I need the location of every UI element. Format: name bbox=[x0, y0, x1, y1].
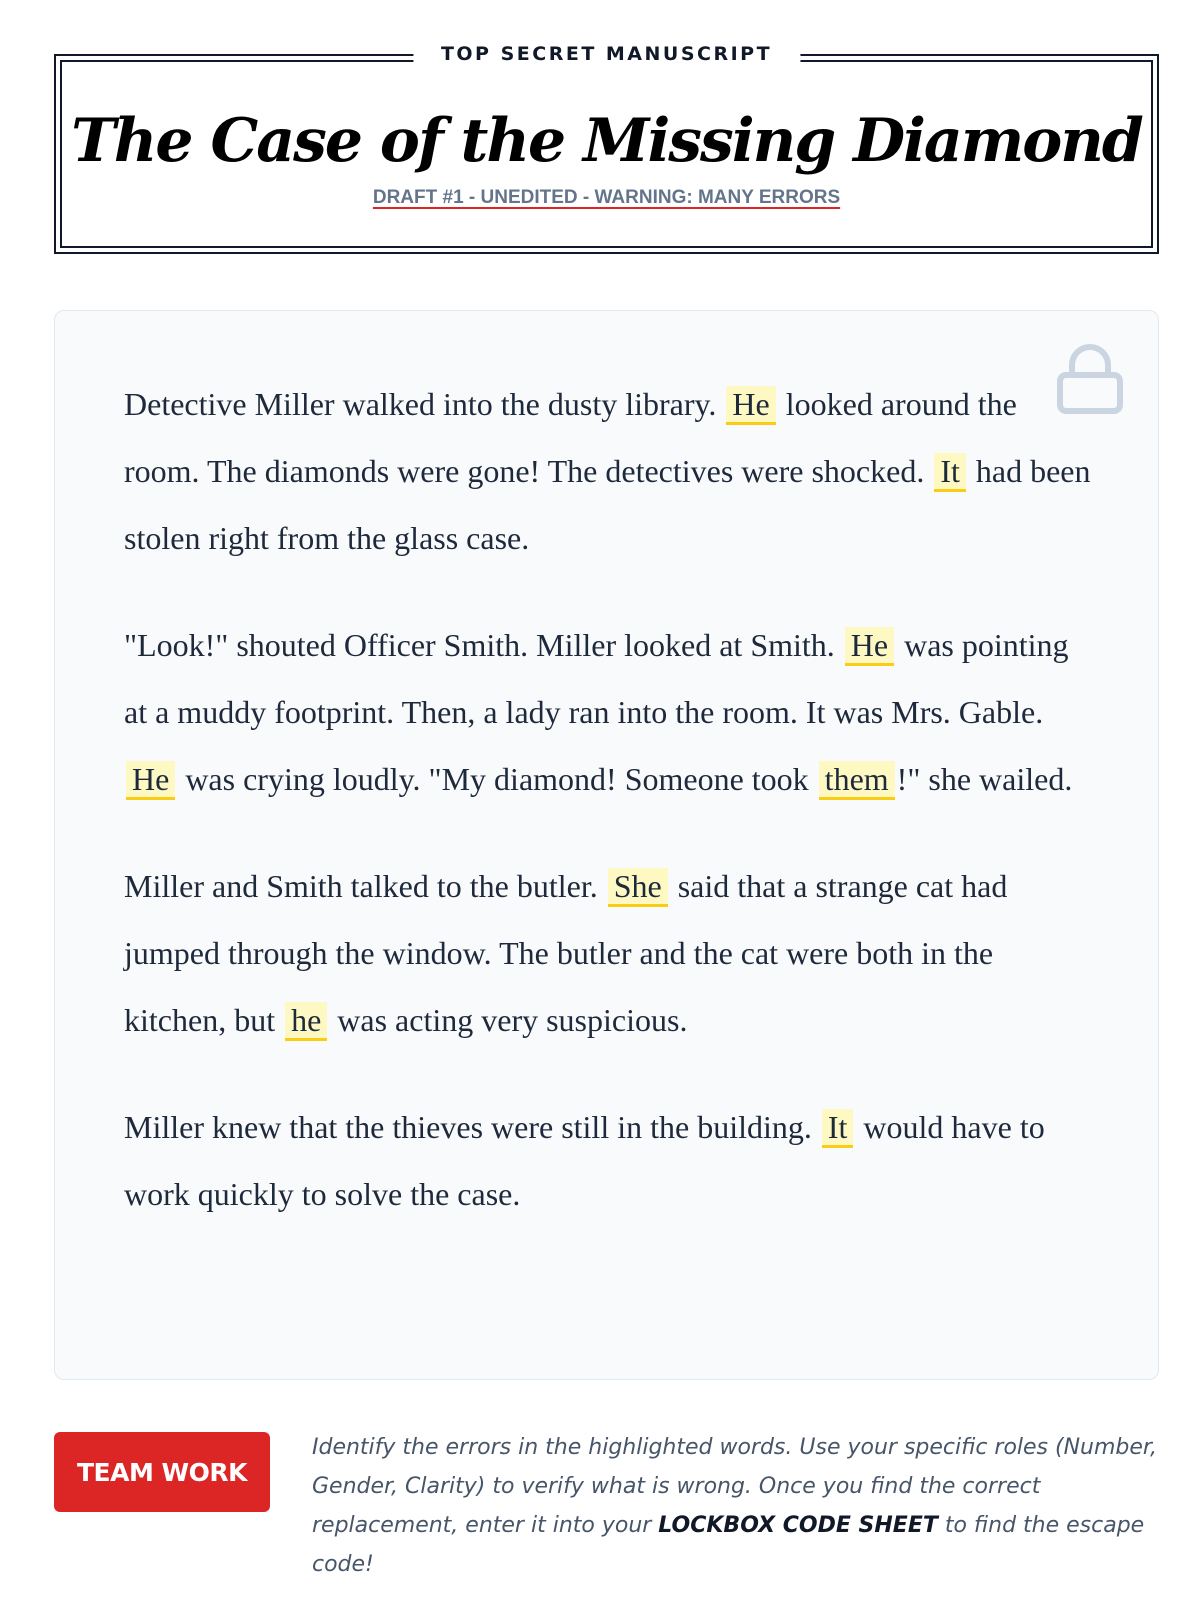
story-text-segment: was pointing at a muddy footprint. Then, a lady ran into the room. It was Mrs. Gable. bbox=[124, 627, 1069, 730]
instructions bbox=[312, 1428, 1172, 1584]
manuscript-header bbox=[54, 43, 1159, 254]
highlighted-word: he bbox=[285, 1002, 327, 1041]
story-text bbox=[124, 371, 1094, 1268]
lockbox-code-sheet-label: LOCKBOX CODE SHEET bbox=[658, 1513, 938, 1538]
story-paragraph bbox=[124, 853, 1094, 1054]
story-paragraph bbox=[124, 612, 1094, 813]
story-text-segment: looked around the room. The diamonds were gone! The detectives were shocked. bbox=[124, 386, 1017, 489]
team-work-badge: TEAM WORK bbox=[54, 1432, 270, 1512]
story-paragraph bbox=[124, 371, 1094, 572]
story-text-segment: was acting very suspicious. bbox=[329, 1002, 688, 1038]
highlighted-word: He bbox=[845, 627, 894, 666]
story-text-segment: Miller knew that the thieves were still in the building. bbox=[124, 1109, 820, 1145]
story-text-segment: would have to work quickly to solve the case. bbox=[124, 1109, 1045, 1212]
story-card bbox=[54, 310, 1159, 1380]
story-text-segment: Detective Miller walked into the dusty library. bbox=[124, 386, 725, 422]
highlighted-word: them bbox=[819, 761, 895, 800]
page-title: The Case of the Missing Diamond bbox=[71, 106, 1142, 176]
highlighted-word: He bbox=[726, 386, 775, 425]
instructions-text-end: to find the escape code! bbox=[312, 1513, 1145, 1577]
header-subtitle-text: DRAFT #1 - UNEDITED - WARNING: MANY ERRORS bbox=[372, 187, 841, 208]
highlighted-word: She bbox=[608, 868, 668, 907]
header-subtitle bbox=[56, 186, 1157, 210]
story-text-segment: said that a strange cat had jumped through the window. The butler and the cat were both in the kitchen, but bbox=[124, 868, 1008, 1038]
highlighted-word: He bbox=[126, 761, 175, 800]
story-text-segment: "Look!" shouted Officer Smith. Miller looked at Smith. bbox=[124, 627, 843, 663]
story-text-segment: had been stolen right from the glass case. bbox=[124, 453, 1091, 556]
highlighted-word: It bbox=[934, 453, 966, 492]
instructions-text: Identify the errors in the highlighted words. Use your specific roles (Number, Gender, Clarity) to verify what is wrong. Once you find the correct replacement, enter it into your bbox=[312, 1435, 1157, 1538]
story-text-segment: !" she wailed. bbox=[896, 761, 1073, 797]
story-text-segment: Miller and Smith talked to the butler. bbox=[124, 868, 606, 904]
header-label: TOP SECRET MANUSCRIPT bbox=[413, 42, 800, 66]
story-paragraph bbox=[124, 1094, 1094, 1228]
story-text-segment: was crying loudly. "My diamond! Someone took bbox=[177, 761, 817, 797]
highlighted-word: It bbox=[822, 1109, 854, 1148]
